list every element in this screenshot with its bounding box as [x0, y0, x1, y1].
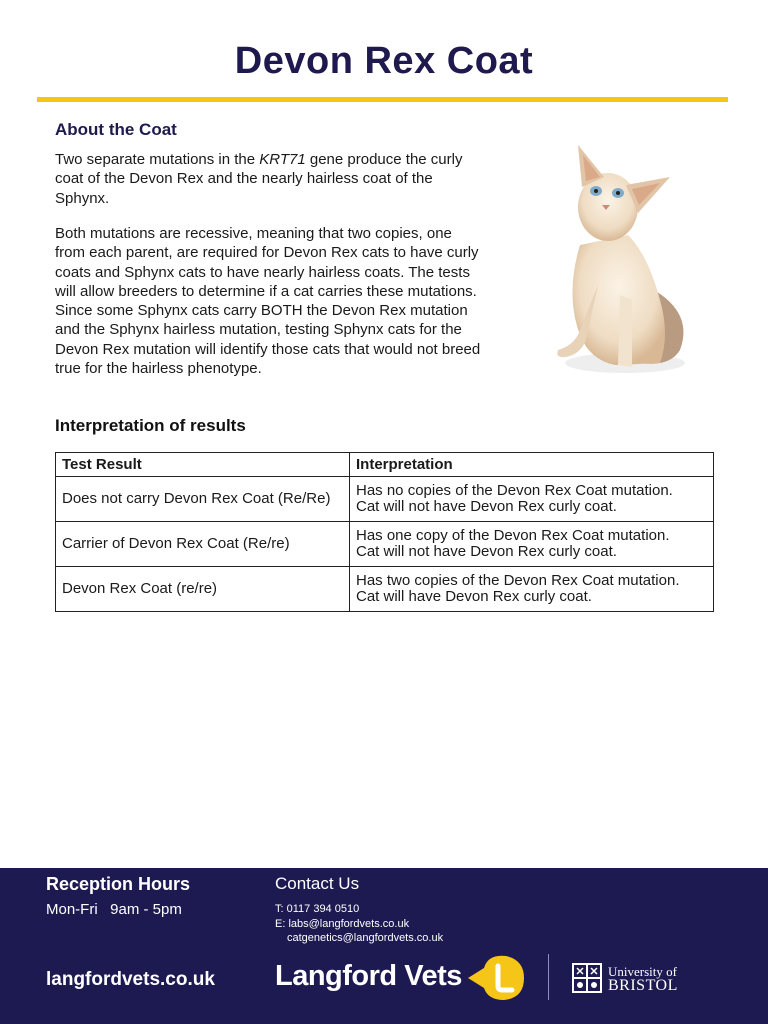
table-row: [56, 567, 714, 612]
contact-title: Contact Us: [275, 874, 360, 893]
interpretation-cell: [350, 522, 714, 567]
result-cell: Devon Rex Coat (re/re): [56, 567, 350, 612]
result-cell: Does not carry Devon Rex Coat (Re/Re): [56, 477, 350, 522]
title-underline: [37, 97, 728, 102]
page-title: Devon Rex Coat: [234, 40, 534, 82]
results-table: [55, 452, 714, 612]
interpretation-line: Cat will have Devon Rex curly coat.: [356, 588, 592, 605]
result-cell: Carrier of Devon Rex Coat (Re/re): [56, 522, 350, 567]
interpretation-heading: Interpretation of results: [55, 416, 246, 435]
about-paragraph-1: [55, 150, 485, 208]
footer-divider: [548, 954, 549, 1000]
interpretation-line: Cat will not have Devon Rex curly coat.: [356, 543, 617, 560]
reception-hours-title: Reception Hours: [46, 874, 191, 894]
gene-name: KRT71: [259, 151, 306, 168]
university-name-line-2: BRISTOL: [608, 977, 678, 994]
about-heading: About the Coat: [55, 120, 177, 139]
footer: [0, 868, 768, 1024]
column-header-interpretation: Interpretation: [350, 453, 714, 477]
contact-email-catgenetics: catgenetics@langfordvets.co.uk: [287, 932, 444, 944]
university-crest-icon: [571, 962, 603, 994]
interpretation-line: Has no copies of the Devon Rex Coat mutation.: [356, 481, 673, 499]
interpretation-cell: [350, 477, 714, 522]
about-p1-text-b: gene produce the curly coat of the Devon Rex and the nearly hairless coat of the Sphynx.: [55, 151, 463, 207]
langford-vets-logo-icon: [466, 954, 526, 1002]
about-paragraph-2: Both mutations are recessive, meaning that two copies, one from each parent, are required for Devon Rex cats to have curly coats and Sphynx cats to have nearly hairless coats. The tests will allow breeders to determine if a cat carries these mutations. Since some Sphynx cats carry BOTH the Devon Rex mutation and the Sphynx hairless mutation, testing Sphynx cats for the Devon Rex mutation will identify those cats that would not breed true for the hairless phenotype.: [55, 225, 481, 378]
interpretation-line: Cat will not have Devon Rex curly coat.: [356, 498, 617, 515]
interpretation-cell: [350, 567, 714, 612]
reception-hours: Mon-Fri 9am - 5pm: [46, 901, 182, 918]
table-header-row: [56, 453, 714, 477]
about-p1-text-a: Two separate mutations in the: [55, 151, 260, 168]
devon-rex-cat-image: [520, 135, 700, 380]
column-header-test-result: Test Result: [56, 453, 350, 477]
table-row: [56, 522, 714, 567]
university-name-line-1: University of: [608, 964, 677, 979]
contact-email-labs: E: labs@langfordvets.co.uk: [275, 918, 410, 930]
langford-vets-logo-text: Langford Vets: [275, 960, 462, 992]
interpretation-line: Has one copy of the Devon Rex Coat mutation.: [356, 526, 670, 544]
interpretation-line: Has two copies of the Devon Rex Coat mutation.: [356, 571, 680, 589]
contact-phone: T: 0117 394 0510: [275, 903, 360, 915]
website-link[interactable]: langfordvets.co.uk: [46, 969, 215, 990]
table-row: [56, 477, 714, 522]
